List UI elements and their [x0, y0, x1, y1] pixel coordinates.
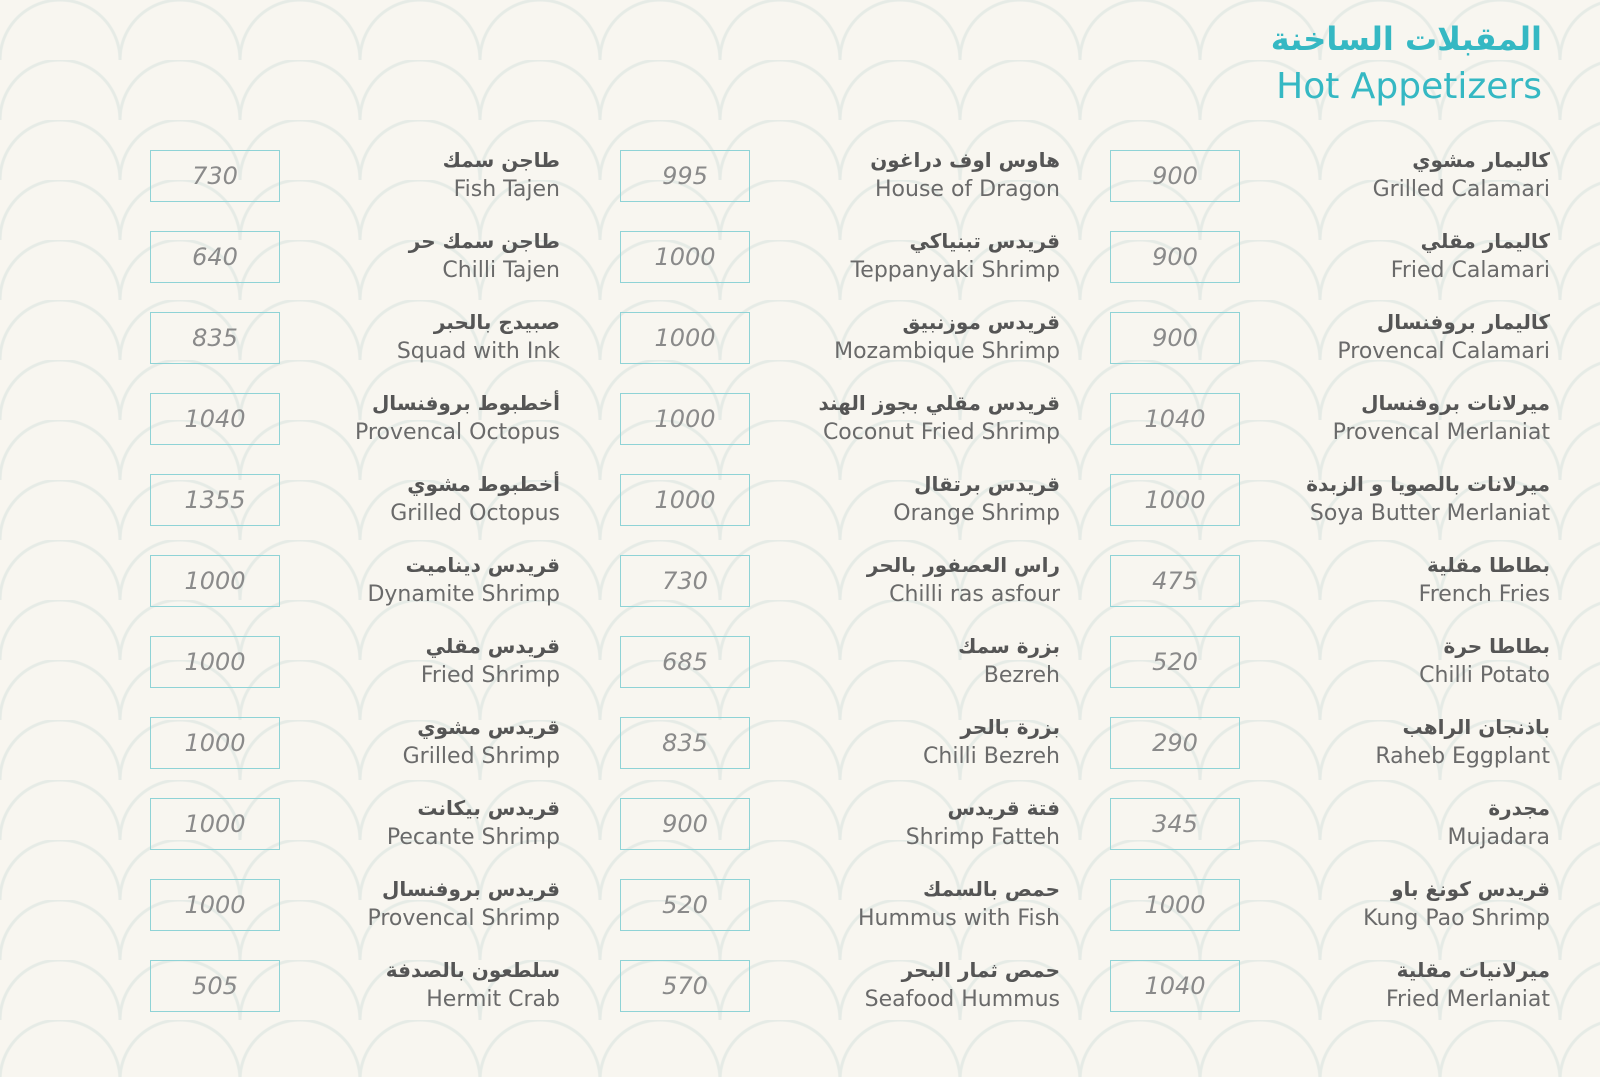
- item-name-english: Hermit Crab: [426, 987, 560, 1012]
- item-names: [851, 227, 1060, 287]
- menu-header: [1271, 18, 1542, 114]
- menu-item: [620, 794, 1060, 864]
- item-name-arabic: قريدس موزنبيق: [902, 310, 1060, 334]
- item-names: [1386, 956, 1550, 1016]
- item-name-arabic: قريدس تبنياكي: [909, 229, 1060, 253]
- item-name-arabic: قريدس مقلي: [425, 634, 560, 658]
- item-name-arabic: صبيدج بالحبر: [433, 310, 560, 334]
- item-name-arabic: كاليمار بروفنسال: [1376, 310, 1550, 334]
- menu-item: [150, 227, 560, 297]
- item-names: [367, 875, 560, 935]
- item-name-arabic: ميرلانات بالصويا و الزبدة: [1306, 472, 1550, 496]
- price-box: 1000: [620, 474, 750, 526]
- item-name-english: Bezreh: [983, 663, 1060, 688]
- item-name-english: Grilled Calamari: [1372, 177, 1550, 202]
- item-names: [858, 875, 1060, 935]
- price-box: 475: [1110, 555, 1240, 607]
- item-names: [1337, 308, 1550, 368]
- item-name-english: Shrimp Fatteh: [905, 825, 1060, 850]
- price-box: 1040: [1110, 393, 1240, 445]
- item-name-arabic: طاجن سمك: [442, 148, 560, 172]
- item-name-arabic: باذنجان الراهب: [1402, 715, 1550, 739]
- item-name-english: Chilli ras asfour: [889, 582, 1060, 607]
- menu-item: [150, 713, 560, 783]
- item-names: [865, 956, 1060, 1016]
- price-box: 1000: [620, 393, 750, 445]
- price-box: 1000: [1110, 474, 1240, 526]
- title-arabic: المقبلات الساخنة: [1270, 20, 1542, 58]
- item-name-english: Orange Shrimp: [893, 501, 1060, 526]
- item-names: [403, 713, 560, 773]
- item-name-english: Chilli Tajen: [442, 258, 560, 283]
- item-names: [390, 470, 560, 530]
- item-names: [1391, 227, 1550, 287]
- menu-item: [150, 632, 560, 702]
- menu-item: [1110, 713, 1550, 783]
- menu-item: [1110, 146, 1550, 216]
- menu-item: [150, 308, 560, 378]
- item-names: [867, 551, 1060, 611]
- menu-item: [620, 875, 1060, 945]
- menu-item: [1110, 470, 1550, 540]
- item-names: [1363, 875, 1550, 935]
- item-name-arabic: قريدس برتقال: [914, 472, 1060, 496]
- menu-item: [620, 227, 1060, 297]
- item-name-english: Squad with Ink: [396, 339, 560, 364]
- price-box: 900: [1110, 312, 1240, 364]
- menu-item: [150, 956, 560, 1026]
- menu-item: [1110, 389, 1550, 459]
- item-name-english: Mozambique Shrimp: [834, 339, 1060, 364]
- item-name-english: Provencal Octopus: [355, 420, 560, 445]
- price-box: 835: [620, 717, 750, 769]
- menu-item: [620, 470, 1060, 540]
- item-names: [1419, 632, 1550, 692]
- price-box: 345: [1110, 798, 1240, 850]
- item-name-english: Provencal Calamari: [1337, 339, 1550, 364]
- item-name-arabic: أخطبوط بروفنسال: [371, 391, 560, 415]
- price-box: 995: [620, 150, 750, 202]
- item-names: [1306, 470, 1550, 530]
- item-name-english: French Fries: [1418, 582, 1550, 607]
- item-names: [387, 794, 560, 854]
- item-name-english: Coconut Fried Shrimp: [822, 420, 1060, 445]
- price-box: 640: [150, 231, 280, 283]
- item-name-english: Fried Shrimp: [420, 663, 560, 688]
- item-names: [1373, 146, 1550, 206]
- price-box: 900: [1110, 150, 1240, 202]
- menu-item: [1110, 875, 1550, 945]
- menu-item: [150, 551, 560, 621]
- item-name-english: Raheb Eggplant: [1375, 744, 1550, 769]
- item-names: [834, 308, 1060, 368]
- price-box: 1355: [150, 474, 280, 526]
- menu-item: [1110, 227, 1550, 297]
- price-box: 1000: [150, 636, 280, 688]
- price-box: 1000: [150, 798, 280, 850]
- menu-item: [1110, 956, 1550, 1026]
- item-name-arabic: ميرلانات بروفنسال: [1361, 391, 1550, 415]
- price-box: 835: [150, 312, 280, 364]
- item-names: [443, 146, 560, 206]
- price-box: 1000: [620, 231, 750, 283]
- price-box: 505: [150, 960, 280, 1012]
- menu-item: [150, 389, 560, 459]
- item-name-arabic: قريدس بروفنسال: [381, 877, 560, 901]
- item-name-english: Seafood Hummus: [864, 987, 1060, 1012]
- item-name-arabic: كاليمار مقلي: [1420, 229, 1550, 253]
- menu-item: [1110, 794, 1550, 864]
- price-box: 1000: [150, 717, 280, 769]
- item-name-arabic: ميرلانيات مقلية: [1396, 958, 1550, 982]
- price-box: 520: [620, 879, 750, 931]
- item-name-english: Chilli Potato: [1419, 663, 1550, 688]
- item-name-english: Soya Butter Merlaniat: [1309, 501, 1550, 526]
- item-names: [818, 389, 1060, 449]
- item-names: [1375, 713, 1550, 773]
- menu-item: [620, 713, 1060, 783]
- item-name-arabic: كاليمار مشوي: [1412, 148, 1550, 172]
- price-box: 290: [1110, 717, 1240, 769]
- item-name-english: Provencal Merlaniat: [1332, 420, 1550, 445]
- item-names: [1419, 551, 1550, 611]
- item-name-english: Grilled Octopus: [390, 501, 560, 526]
- item-names: [355, 389, 560, 449]
- item-names: [409, 227, 560, 287]
- price-box: 1040: [150, 393, 280, 445]
- item-names: [421, 632, 560, 692]
- item-name-arabic: بزرة بالحر: [960, 715, 1060, 739]
- price-box: 1040: [1110, 960, 1240, 1012]
- price-box: 520: [1110, 636, 1240, 688]
- item-name-arabic: قريدس ديناميت: [405, 553, 560, 577]
- menu-item: [150, 470, 560, 540]
- item-name-english: Dynamite Shrimp: [367, 582, 560, 607]
- price-box: 1000: [150, 879, 280, 931]
- item-name-arabic: قريدس بيكانت: [417, 796, 560, 820]
- item-names: [386, 956, 560, 1016]
- price-box: 1000: [620, 312, 750, 364]
- item-name-english: Mujadara: [1447, 825, 1550, 850]
- price-box: 570: [620, 960, 750, 1012]
- item-name-english: Teppanyaki Shrimp: [850, 258, 1060, 283]
- item-name-arabic: حمص ثمار البحر: [901, 958, 1060, 982]
- menu-item: [620, 389, 1060, 459]
- item-names: [958, 632, 1060, 692]
- item-name-english: Fried Calamari: [1390, 258, 1550, 283]
- item-name-english: Hummus with Fish: [858, 906, 1060, 931]
- item-name-english: House of Dragon: [875, 177, 1060, 202]
- item-names: [367, 551, 560, 611]
- item-name-arabic: أخطبوط مشوي: [407, 472, 560, 496]
- item-name-english: Fish Tajen: [453, 177, 560, 202]
- menu-item: [150, 794, 560, 864]
- menu-item: [1110, 632, 1550, 702]
- item-name-arabic: راس العصفور بالحر: [866, 553, 1060, 577]
- price-box: 1000: [150, 555, 280, 607]
- item-name-arabic: سلطعون بالصدفة: [385, 958, 560, 982]
- price-box: 900: [1110, 231, 1240, 283]
- item-name-arabic: مجدرة: [1488, 796, 1550, 820]
- menu-item: [620, 551, 1060, 621]
- title-english: Hot Appetizers: [1276, 66, 1542, 107]
- item-name-english: Grilled Shrimp: [402, 744, 560, 769]
- price-box: 685: [620, 636, 750, 688]
- menu-item: [150, 875, 560, 945]
- item-name-arabic: بطاطا حرة: [1443, 634, 1550, 658]
- price-box: 730: [150, 150, 280, 202]
- item-name-arabic: حمص بالسمك: [923, 877, 1060, 901]
- item-names: [906, 794, 1060, 854]
- price-box: 730: [620, 555, 750, 607]
- menu-item: [1110, 551, 1550, 621]
- menu-item: [620, 632, 1060, 702]
- item-name-english: Kung Pao Shrimp: [1363, 906, 1550, 931]
- item-name-arabic: بزرة سمك: [958, 634, 1060, 658]
- item-name-english: Provencal Shrimp: [367, 906, 560, 931]
- item-name-english: Pecante Shrimp: [386, 825, 560, 850]
- menu-item: [620, 956, 1060, 1026]
- price-box: 900: [620, 798, 750, 850]
- item-name-arabic: قريدس كونغ باو: [1391, 877, 1550, 901]
- price-box: 1000: [1110, 879, 1240, 931]
- item-names: [1333, 389, 1550, 449]
- item-name-arabic: بطاطا مقلية: [1426, 553, 1550, 577]
- item-names: [893, 470, 1060, 530]
- item-name-arabic: فتة قريدس: [947, 796, 1060, 820]
- item-names: [923, 713, 1060, 773]
- item-name-english: Chilli Bezreh: [923, 744, 1060, 769]
- menu-item: [620, 146, 1060, 216]
- item-names: [1448, 794, 1551, 854]
- menu-item: [1110, 308, 1550, 378]
- menu-item: [150, 146, 560, 216]
- item-name-english: Fried Merlaniat: [1385, 987, 1550, 1012]
- item-names: [397, 308, 560, 368]
- item-names: [870, 146, 1060, 206]
- item-name-arabic: قريدس مشوي: [417, 715, 560, 739]
- menu-item: [620, 308, 1060, 378]
- item-name-arabic: هاوس اوف دراغون: [870, 148, 1060, 172]
- item-name-arabic: طاجن سمك حر: [408, 229, 560, 253]
- item-name-arabic: قريدس مقلي بجوز الهند: [818, 391, 1060, 415]
